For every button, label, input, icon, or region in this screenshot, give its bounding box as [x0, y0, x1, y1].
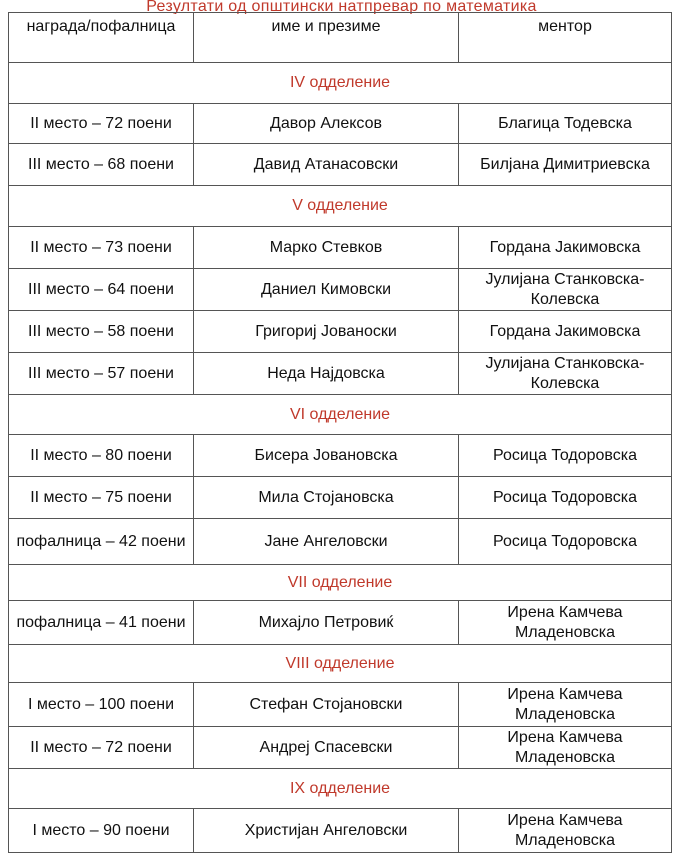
- name-cell: Давор Алексов: [194, 104, 459, 144]
- award-cell: пофалница – 41 поени: [9, 601, 194, 645]
- name-cell: Марко Стевков: [194, 227, 459, 269]
- mentor-cell: Благица Тодевска: [459, 104, 672, 144]
- table-row: [9, 809, 672, 853]
- award-cell: пофалница – 42 поени: [9, 519, 194, 565]
- table-row: [9, 353, 672, 395]
- award-cell: III место – 57 поени: [9, 353, 194, 395]
- section-row: [9, 769, 672, 809]
- table-row: [9, 435, 672, 477]
- section-row: [9, 63, 672, 104]
- header-award: награда/пофалница: [9, 13, 194, 63]
- table-row: [9, 311, 672, 353]
- award-cell: I место – 90 поени: [9, 809, 194, 853]
- mentor-cell: Росица Тодоровска: [459, 435, 672, 477]
- mentor-cell: Гордана Јакимовска: [459, 311, 672, 353]
- award-cell: II место – 75 поени: [9, 477, 194, 519]
- header-name: име и презиме: [194, 13, 459, 63]
- award-cell: II место – 72 поени: [9, 104, 194, 144]
- page-title: Резултати од општински натпревар по математика: [146, 0, 537, 14]
- section-label: V одделение: [9, 186, 672, 227]
- mentor-cell: Ирена Камчева Младеновска: [459, 809, 672, 853]
- award-cell: II место – 72 поени: [9, 727, 194, 769]
- award-cell: III место – 68 поени: [9, 144, 194, 186]
- mentor-cell: Билјана Димитриевска: [459, 144, 672, 186]
- mentor-cell: Ирена Камчева Младеновска: [459, 601, 672, 645]
- mentor-cell: Јулијана Станковска-Колевска: [459, 269, 672, 311]
- award-cell: III место – 64 поени: [9, 269, 194, 311]
- name-cell: Неда Најдовска: [194, 353, 459, 395]
- award-cell: II место – 73 поени: [9, 227, 194, 269]
- mentor-cell: Ирена Камчева Младеновска: [459, 727, 672, 769]
- table-row: [9, 519, 672, 565]
- table-row: [9, 727, 672, 769]
- table-row: [9, 104, 672, 144]
- mentor-cell: Росица Тодоровска: [459, 519, 672, 565]
- section-label: VI одделение: [9, 395, 672, 435]
- section-row: [9, 395, 672, 435]
- name-cell: Даниел Кимовски: [194, 269, 459, 311]
- name-cell: Стефан Стојановски: [194, 683, 459, 727]
- section-label: IX одделение: [9, 769, 672, 809]
- section-label: VIII одделение: [9, 645, 672, 683]
- mentor-cell: Јулијана Станковска-Колевска: [459, 353, 672, 395]
- name-cell: Мила Стојановска: [194, 477, 459, 519]
- section-row: [9, 645, 672, 683]
- name-cell: Давид Атанасовски: [194, 144, 459, 186]
- table-row: [9, 227, 672, 269]
- mentor-cell: Гордана Јакимовска: [459, 227, 672, 269]
- mentor-cell: Ирена Камчева Младеновска: [459, 683, 672, 727]
- award-cell: II место – 80 поени: [9, 435, 194, 477]
- header-mentor: ментор: [459, 13, 672, 63]
- section-row: [9, 186, 672, 227]
- section-row: [9, 565, 672, 601]
- table-row: [9, 144, 672, 186]
- name-cell: Михајло Петровиќ: [194, 601, 459, 645]
- name-cell: Јане Ангеловски: [194, 519, 459, 565]
- table-row: [9, 683, 672, 727]
- name-cell: Григориј Јованоски: [194, 311, 459, 353]
- name-cell: Андреј Спасевски: [194, 727, 459, 769]
- section-label: IV одделение: [9, 63, 672, 104]
- table-row: [9, 601, 672, 645]
- table-row: [9, 477, 672, 519]
- award-cell: III место – 58 поени: [9, 311, 194, 353]
- award-cell: I место – 100 поени: [9, 683, 194, 727]
- mentor-cell: Росица Тодоровска: [459, 477, 672, 519]
- name-cell: Бисера Јовановска: [194, 435, 459, 477]
- name-cell: Христијан Ангеловски: [194, 809, 459, 853]
- results-table: [8, 12, 672, 853]
- section-label: VII одделение: [9, 565, 672, 601]
- results-body: [9, 63, 672, 853]
- table-row: [9, 269, 672, 311]
- header-row: [9, 13, 672, 63]
